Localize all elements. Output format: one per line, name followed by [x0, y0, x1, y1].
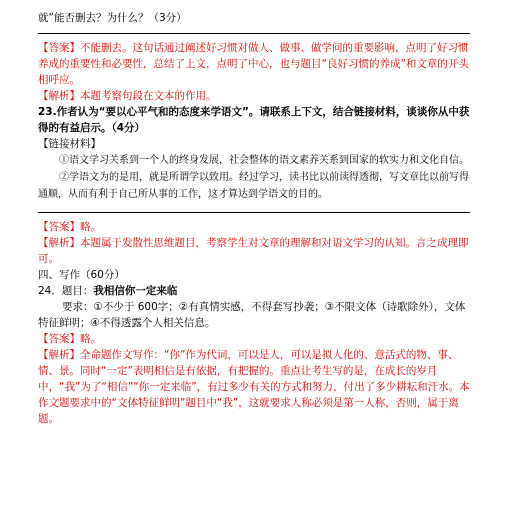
q24-answer: 【答案】略。	[38, 333, 101, 345]
q24-prefix: 24．题目：	[38, 285, 94, 297]
q24-title: 我相信你一定来临	[93, 285, 178, 297]
document-page	[38, 10, 470, 427]
link-material-title: 【链接材料】	[38, 138, 101, 150]
link-material-item-1: ①语文学习关系到一个人的终身发展，社会整体的语文素养关系到国家的软实力和文化自信。	[59, 155, 469, 166]
q23-stem: 23.作者认为“要以心平气和的态度来学语文”。请联系上下文，结合链接材料，谈谈你从中获得的有益启示。（4分）	[38, 106, 470, 134]
q23-answer: 【答案】略。	[38, 221, 101, 233]
divider	[38, 212, 470, 213]
q23-analysis: 【解析】本题属于发散性思维题目，考察学生对文章的理解和对语文学习的认知。言之成理即可。	[38, 237, 469, 265]
q22-stem-tail: 就”能否删去？为什么？（3分）	[38, 12, 187, 24]
q22-analysis: 【解析】本题考察句段在文本的作用。	[38, 90, 217, 102]
link-material-item-2: ②学语文为的是用，就是所谓学以致用。经过学习，读书比以前读得透彻，写文章比以前写得通顺，从而有利于自己所从事的工作，这才算达到学语文的目的。	[38, 172, 469, 200]
q24-analysis: 【解析】全命题作文写作：“你”作为代词，可以是人，可以是拟人化的、意活式的物、事、情、景。同时“一定”表明相信是有依据，有把握的。重点让考生写的是，在成长的岁月中，“我”为了“相信”“你一定来临”，有过多少有关的方式和努力，付出了多少耕耘和汗水。本作文题要求中的“文体特征鲜明”题目中“我”，这就要求人称必须是第一人称，否则，属于离题。	[38, 349, 470, 425]
q22-answer: 【答案】不能删去。这句话通过阐述好习惯对做人、做事、做学问的重要影响，点明了好习惯养成的重要性和必要性，总结了上文，点明了中心，也与题目“良好习惯的养成”和文章的开头相呼应。	[38, 42, 469, 86]
q24-requirement: 要求：①不少于 600字；②有真情实感，不得套写抄袭；③不限文体（诗歌除外），文体特征鲜明；④不得透露个人相关信息。	[38, 301, 466, 329]
section-heading: 四、写作（60分）	[38, 269, 125, 281]
q24-title-line	[38, 283, 470, 299]
divider	[38, 33, 470, 34]
